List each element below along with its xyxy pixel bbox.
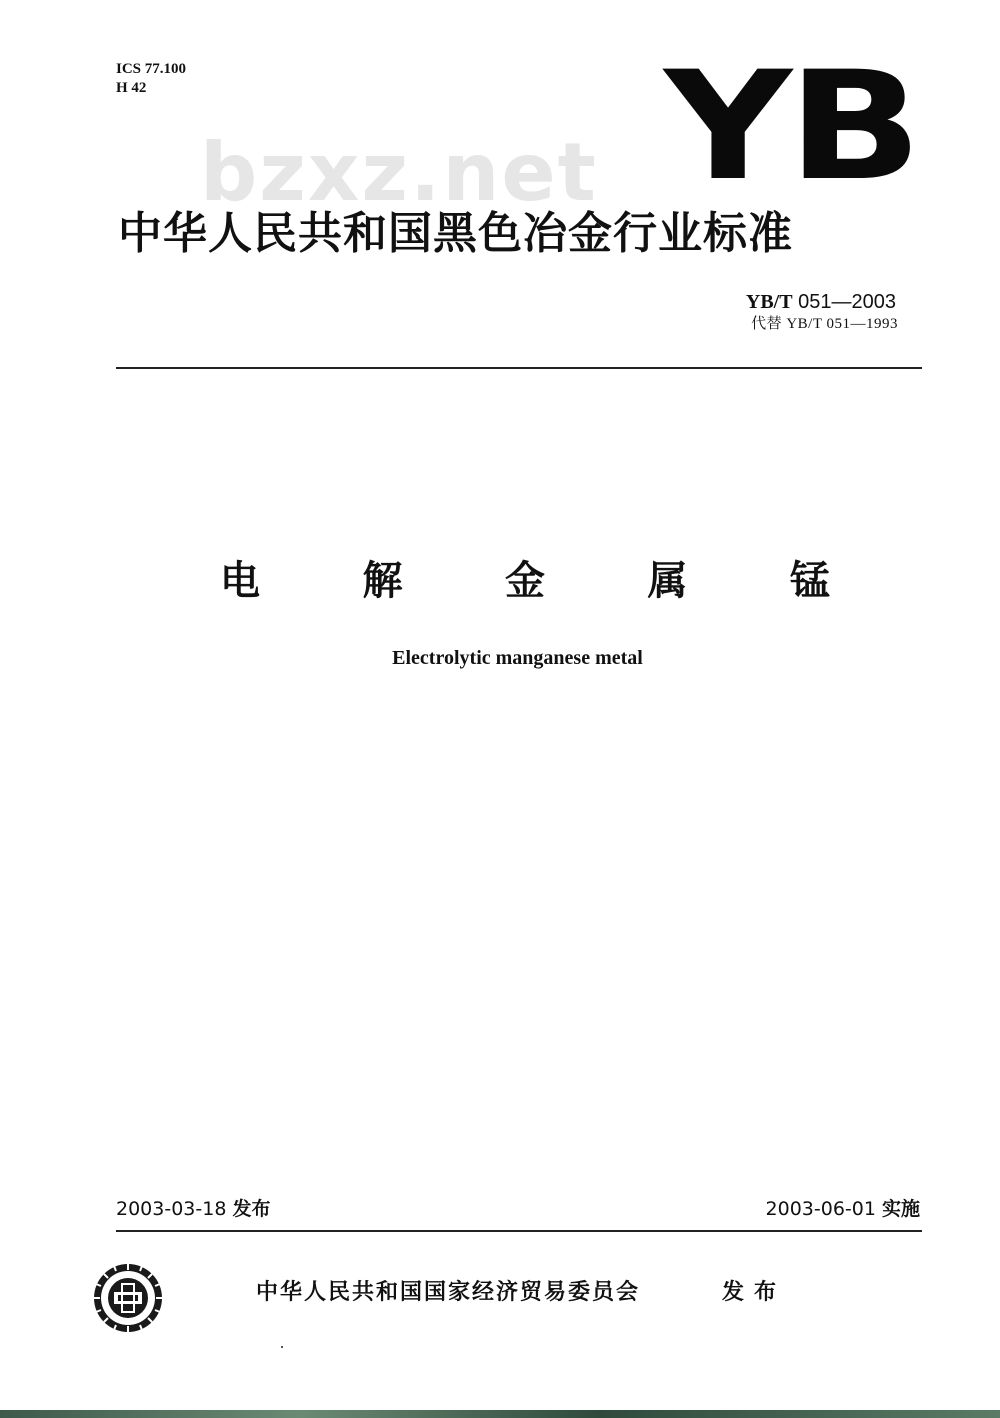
english-title: Electrolytic manganese metal bbox=[392, 647, 643, 669]
bottom-divider bbox=[116, 1230, 922, 1232]
ics-code: ICS 77.100 bbox=[116, 61, 187, 77]
scan-edge-strip bbox=[0, 1410, 1000, 1418]
issue-label: 发布 bbox=[232, 1198, 271, 1220]
issue-date: 2003-03-18 bbox=[116, 1198, 227, 1220]
top-divider bbox=[116, 367, 922, 369]
standard-number-value: 051—2003 bbox=[798, 291, 896, 313]
yb-logo: YB bbox=[664, 40, 918, 214]
title-char: 金 bbox=[505, 558, 545, 604]
title-char: 电 bbox=[220, 558, 260, 604]
title-char: 属 bbox=[647, 558, 688, 604]
title-char: 解 bbox=[362, 558, 403, 604]
seal-emblem-icon bbox=[92, 1262, 164, 1334]
implement-date: 2003-06-01 bbox=[765, 1198, 876, 1220]
replaced-standard: 代替 YB/T 051—1993 bbox=[751, 316, 898, 332]
implement-date-line bbox=[766, 1196, 920, 1222]
industry-standard-title: 中华人民共和国黑色冶金行业标准 bbox=[118, 208, 793, 259]
implement-label: 实施 bbox=[881, 1198, 920, 1220]
publisher-name: 中华人民共和国国家经济贸易委员会 bbox=[256, 1280, 641, 1305]
publish-verb: 发布 bbox=[722, 1280, 787, 1305]
category-code: H 42 bbox=[116, 80, 147, 96]
issue-date-line bbox=[116, 1196, 270, 1222]
standard-number-prefix: YB/T bbox=[745, 291, 793, 313]
standard-number bbox=[746, 290, 896, 314]
chinese-title bbox=[220, 556, 830, 606]
watermark: bzxz.net bbox=[200, 126, 598, 219]
scan-speck bbox=[281, 1346, 283, 1348]
title-char: 锰 bbox=[790, 558, 830, 604]
classification-codes bbox=[116, 60, 186, 98]
